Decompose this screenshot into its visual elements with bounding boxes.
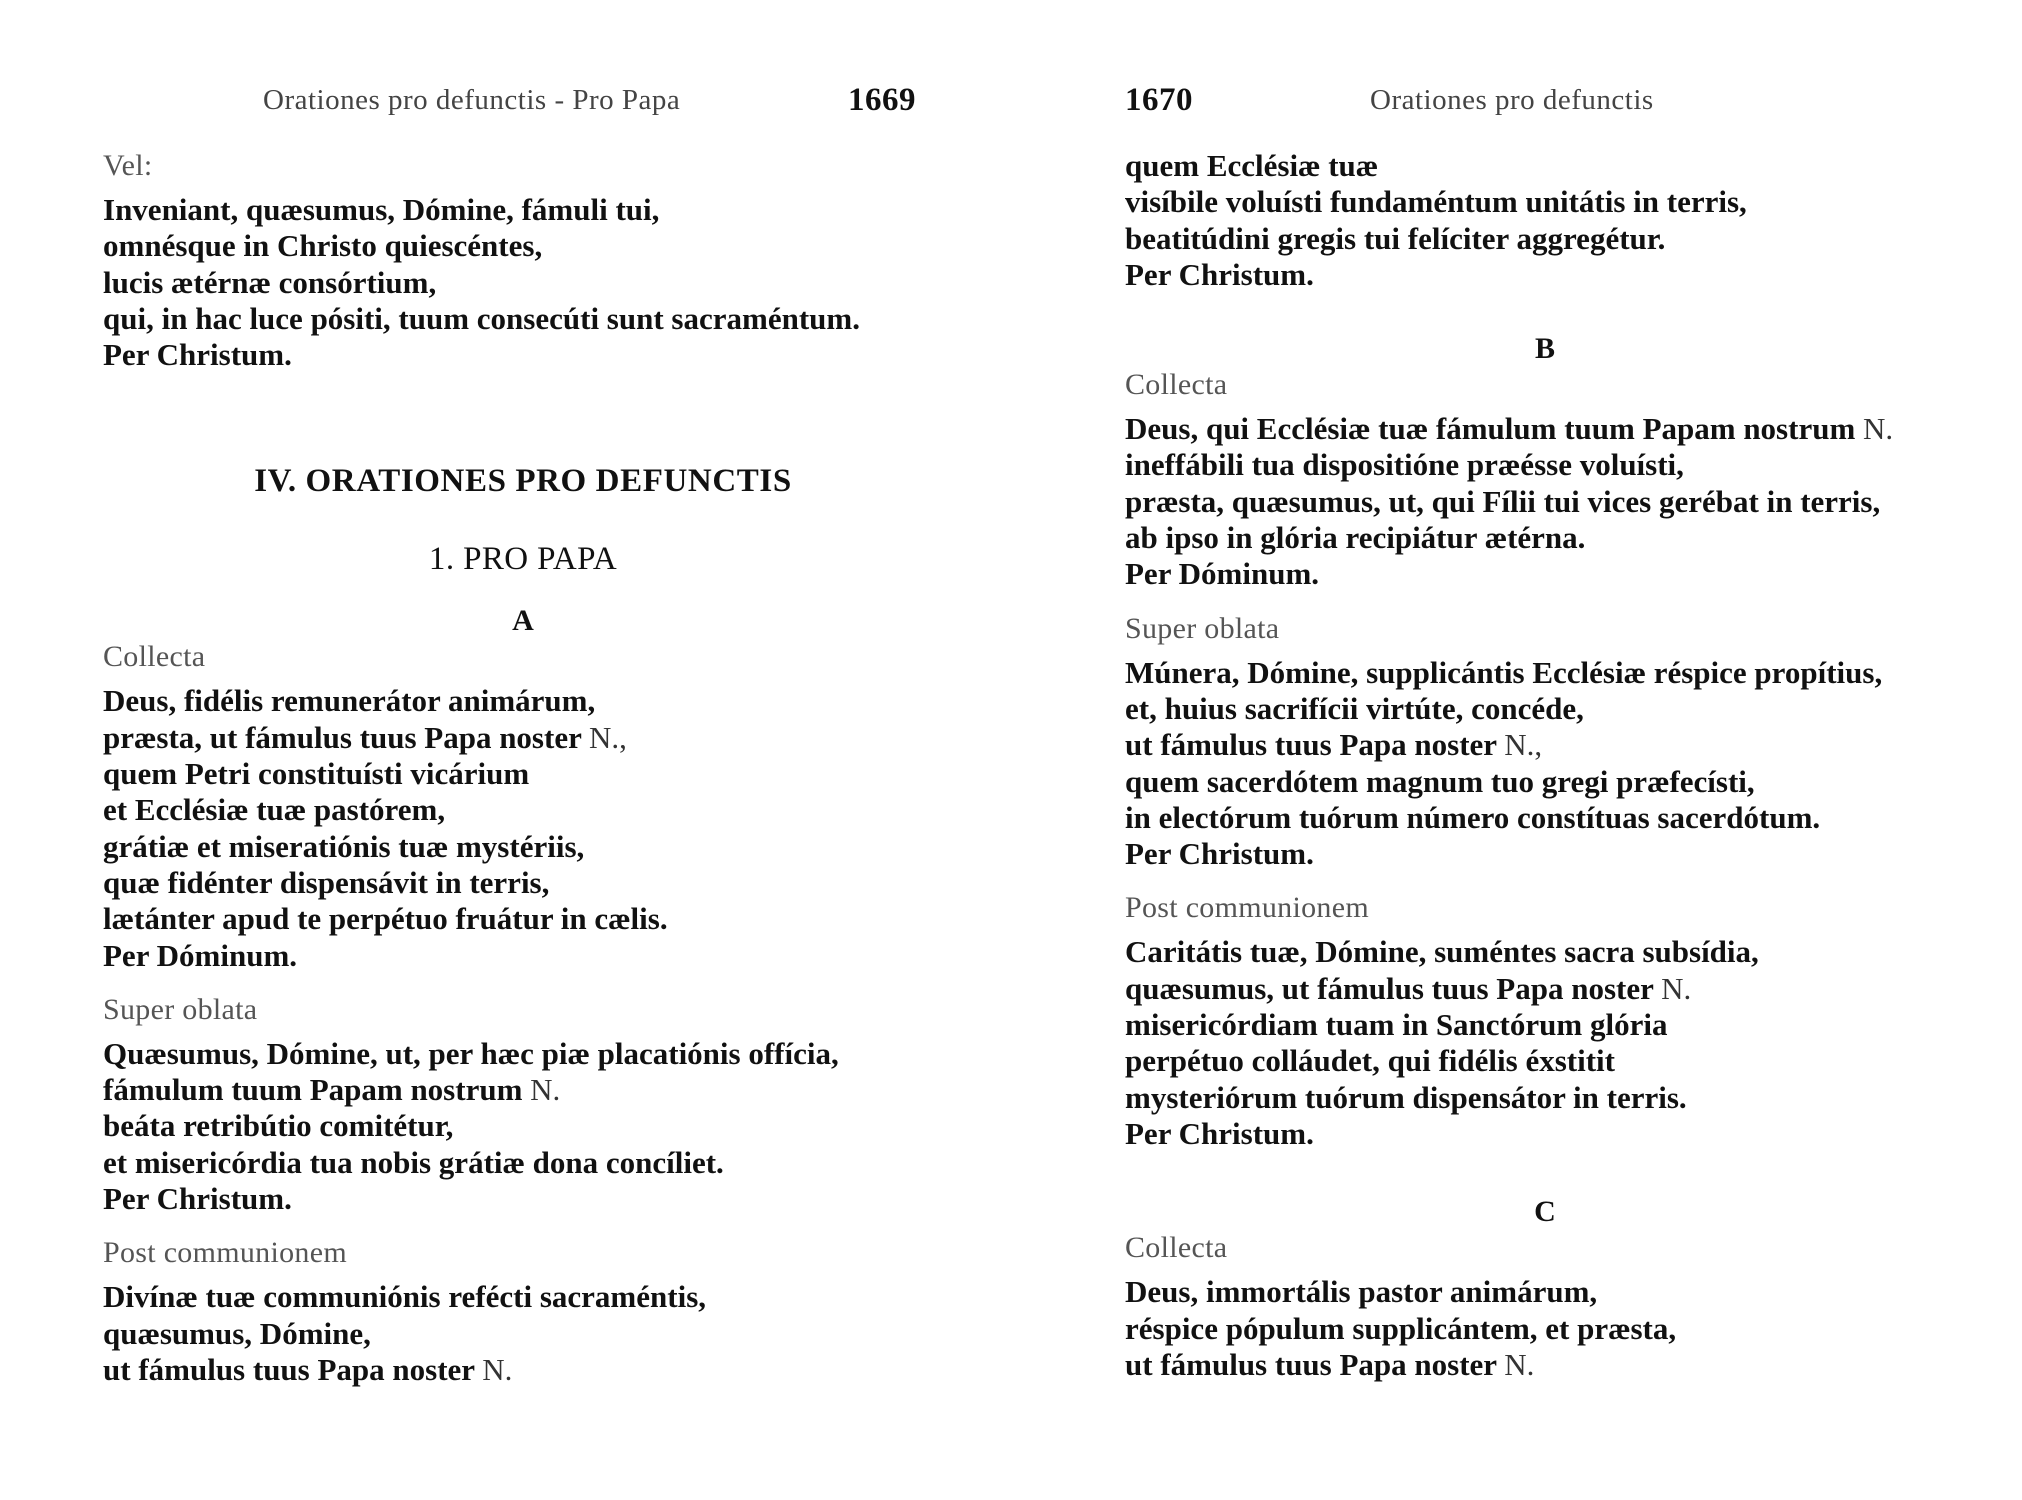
- prayer-line: et, huius sacrifícii virtúte, concéde,: [1125, 690, 1584, 726]
- prayer-line: quem Ecclésiæ tuæ: [1125, 148, 1379, 183]
- prayer-line: qui, in hac luce pósiti, tuum consecúti sunt sacraméntum.: [103, 300, 860, 336]
- prayer-line: quæsumus, ut fámulus tuus Papa noster N.: [1125, 970, 1692, 1006]
- subsection-title: 1. PRO PAPA: [428, 541, 618, 578]
- left-content: [103, 148, 943, 1406]
- name-placeholder: N.: [1863, 411, 1894, 447]
- prayer-line: Per Christum.: [1125, 1115, 1314, 1151]
- prayer-line: lucis ætérnæ consórtium,: [103, 264, 437, 300]
- name-placeholder: N.: [1661, 970, 1692, 1006]
- right-page-number: 1670: [1125, 82, 1193, 118]
- prayer-line: quem sacerdótem magnum tuo gregi præfecísti,: [1125, 763, 1755, 799]
- left-page: [103, 0, 943, 1500]
- prayer-line: ut fámulus tuus Papa noster N.,: [1125, 727, 1543, 763]
- prayer-line: quem Petri constituísti vicárium: [103, 756, 530, 792]
- continuation-prayer: [1125, 148, 1965, 293]
- name-placeholder: N.: [1504, 1346, 1535, 1382]
- b-collecta-label: Collecta: [1125, 368, 1228, 402]
- prayer-line: ut fámulus tuus Papa noster N.: [103, 1351, 513, 1387]
- prayer-line: Deus, fidélis remunerátor animárum,: [103, 683, 596, 719]
- prayer-line: Per Christum.: [103, 1181, 292, 1217]
- right-running-header: [1125, 82, 1965, 122]
- prayer-line: ut fámulus tuus Papa noster N.: [1125, 1346, 1535, 1382]
- prayer-line: Divínæ tuæ communiónis refécti sacraméntis,: [103, 1279, 707, 1315]
- vel-label: Vel:: [103, 149, 153, 182]
- vel-prayer: [103, 192, 943, 373]
- prayer-line: Múnera, Dómine, supplicántis Ecclésiæ réspice propítius,: [1125, 654, 1883, 690]
- collecta-label: Collecta: [103, 640, 206, 674]
- prayer-line: in electórum tuórum número constítuas sacerdótum.: [1125, 799, 1821, 835]
- b-super-oblata-prayer: [1125, 655, 1965, 873]
- prayer-line: et Ecclésiæ tuæ pastórem,: [103, 792, 446, 828]
- name-placeholder: N.: [530, 1072, 561, 1108]
- prayer-line: beáta retribútio comitétur,: [103, 1108, 454, 1144]
- left-page-number: 1669: [848, 82, 916, 118]
- name-placeholder: N.,: [1504, 727, 1543, 763]
- prayer-line: beatitúdini gregis tui felíciter aggregétur.: [1125, 220, 1666, 256]
- right-content: [1125, 148, 1965, 1401]
- post-communionem-prayer: [103, 1279, 943, 1388]
- prayer-line: quæ fidénter dispensávit in terris,: [103, 864, 550, 900]
- post-communionem-label: Post communionem: [103, 1236, 347, 1270]
- super-oblata-prayer: [103, 1036, 943, 1217]
- prayer-line: mysteriórum tuórum dispensátor in terris.: [1125, 1079, 1687, 1115]
- b-post-communionem-prayer: [1125, 934, 1965, 1152]
- prayer-line: Per Dóminum.: [103, 937, 298, 973]
- b-super-oblata-label: Super oblata: [1125, 611, 1280, 645]
- prayer-line: Per Dóminum.: [1125, 556, 1320, 592]
- prayer-line: Deus, qui Ecclésiæ tuæ fámulum tuum Papam nostrum N.: [1125, 411, 1894, 447]
- prayer-line: lætánter apud te perpétuo fruátur in cælis.: [103, 901, 668, 937]
- prayer-line: Per Christum.: [103, 337, 292, 373]
- left-running-header: [103, 82, 943, 122]
- c-collecta-label: Collecta: [1125, 1231, 1228, 1265]
- prayer-line: Deus, immortális pastor animárum,: [1125, 1274, 1598, 1310]
- super-oblata-label: Super oblata: [103, 992, 258, 1026]
- letter-heading-c: C: [1534, 1195, 1556, 1229]
- right-page: [1125, 0, 1965, 1500]
- prayer-line: ineffábili tua dispositióne præésse voluísti,: [1125, 447, 1684, 483]
- prayer-line: omnésque in Christo quiescéntes,: [103, 228, 543, 264]
- name-placeholder: N.,: [589, 719, 627, 755]
- prayer-line: perpétuo colláudet, qui fidélis éxstitit: [1125, 1043, 1615, 1079]
- b-post-communionem-label: Post communionem: [1125, 891, 1369, 925]
- name-placeholder: N.: [482, 1351, 513, 1387]
- prayer-line: et misericórdia tua nobis grátiæ dona concíliet.: [103, 1144, 724, 1180]
- left-header-title: Orationes pro defunctis - Pro Papa: [263, 84, 681, 116]
- prayer-line: præsta, quæsumus, ut, qui Fílii tui vices gerébat in terris,: [1125, 483, 1881, 519]
- prayer-line: misericórdiam tuam in Sanctórum glória: [1125, 1007, 1668, 1043]
- prayer-line: Inveniant, quæsumus, Dómine, fámuli tui,: [103, 192, 660, 227]
- prayer-line: quæsumus, Dómine,: [103, 1315, 371, 1351]
- right-header-title: Orationes pro defunctis: [1370, 84, 1654, 116]
- c-collecta-prayer: [1125, 1274, 1965, 1383]
- prayer-line: Per Christum.: [1125, 836, 1314, 872]
- prayer-line: fámulum tuum Papam nostrum N.: [103, 1072, 561, 1108]
- prayer-line: præsta, ut fámulus tuus Papa noster N.,: [103, 719, 627, 755]
- letter-heading-b: B: [1534, 332, 1555, 366]
- prayer-line: visíbile voluísti fundaméntum unitátis in terris,: [1125, 184, 1747, 220]
- prayer-line: réspice pópulum supplicántem, et præsta,: [1125, 1310, 1677, 1346]
- prayer-line: Per Christum.: [1125, 256, 1314, 292]
- prayer-line: Quæsumus, Dómine, ut, per hæc piæ placatiónis offícia,: [103, 1035, 839, 1071]
- letter-heading-a: A: [512, 604, 534, 638]
- section-title: IV. ORATIONES PRO DEFUNCTIS: [254, 463, 792, 500]
- prayer-line: ab ipso in glória recipiátur ætérna.: [1125, 520, 1586, 556]
- prayer-line: Caritátis tuæ, Dómine, suméntes sacra subsídia,: [1125, 934, 1759, 970]
- b-collecta-prayer: [1125, 411, 1965, 592]
- prayer-line: grátiæ et miseratiónis tuæ mystériis,: [103, 828, 585, 864]
- collecta-prayer: [103, 683, 943, 973]
